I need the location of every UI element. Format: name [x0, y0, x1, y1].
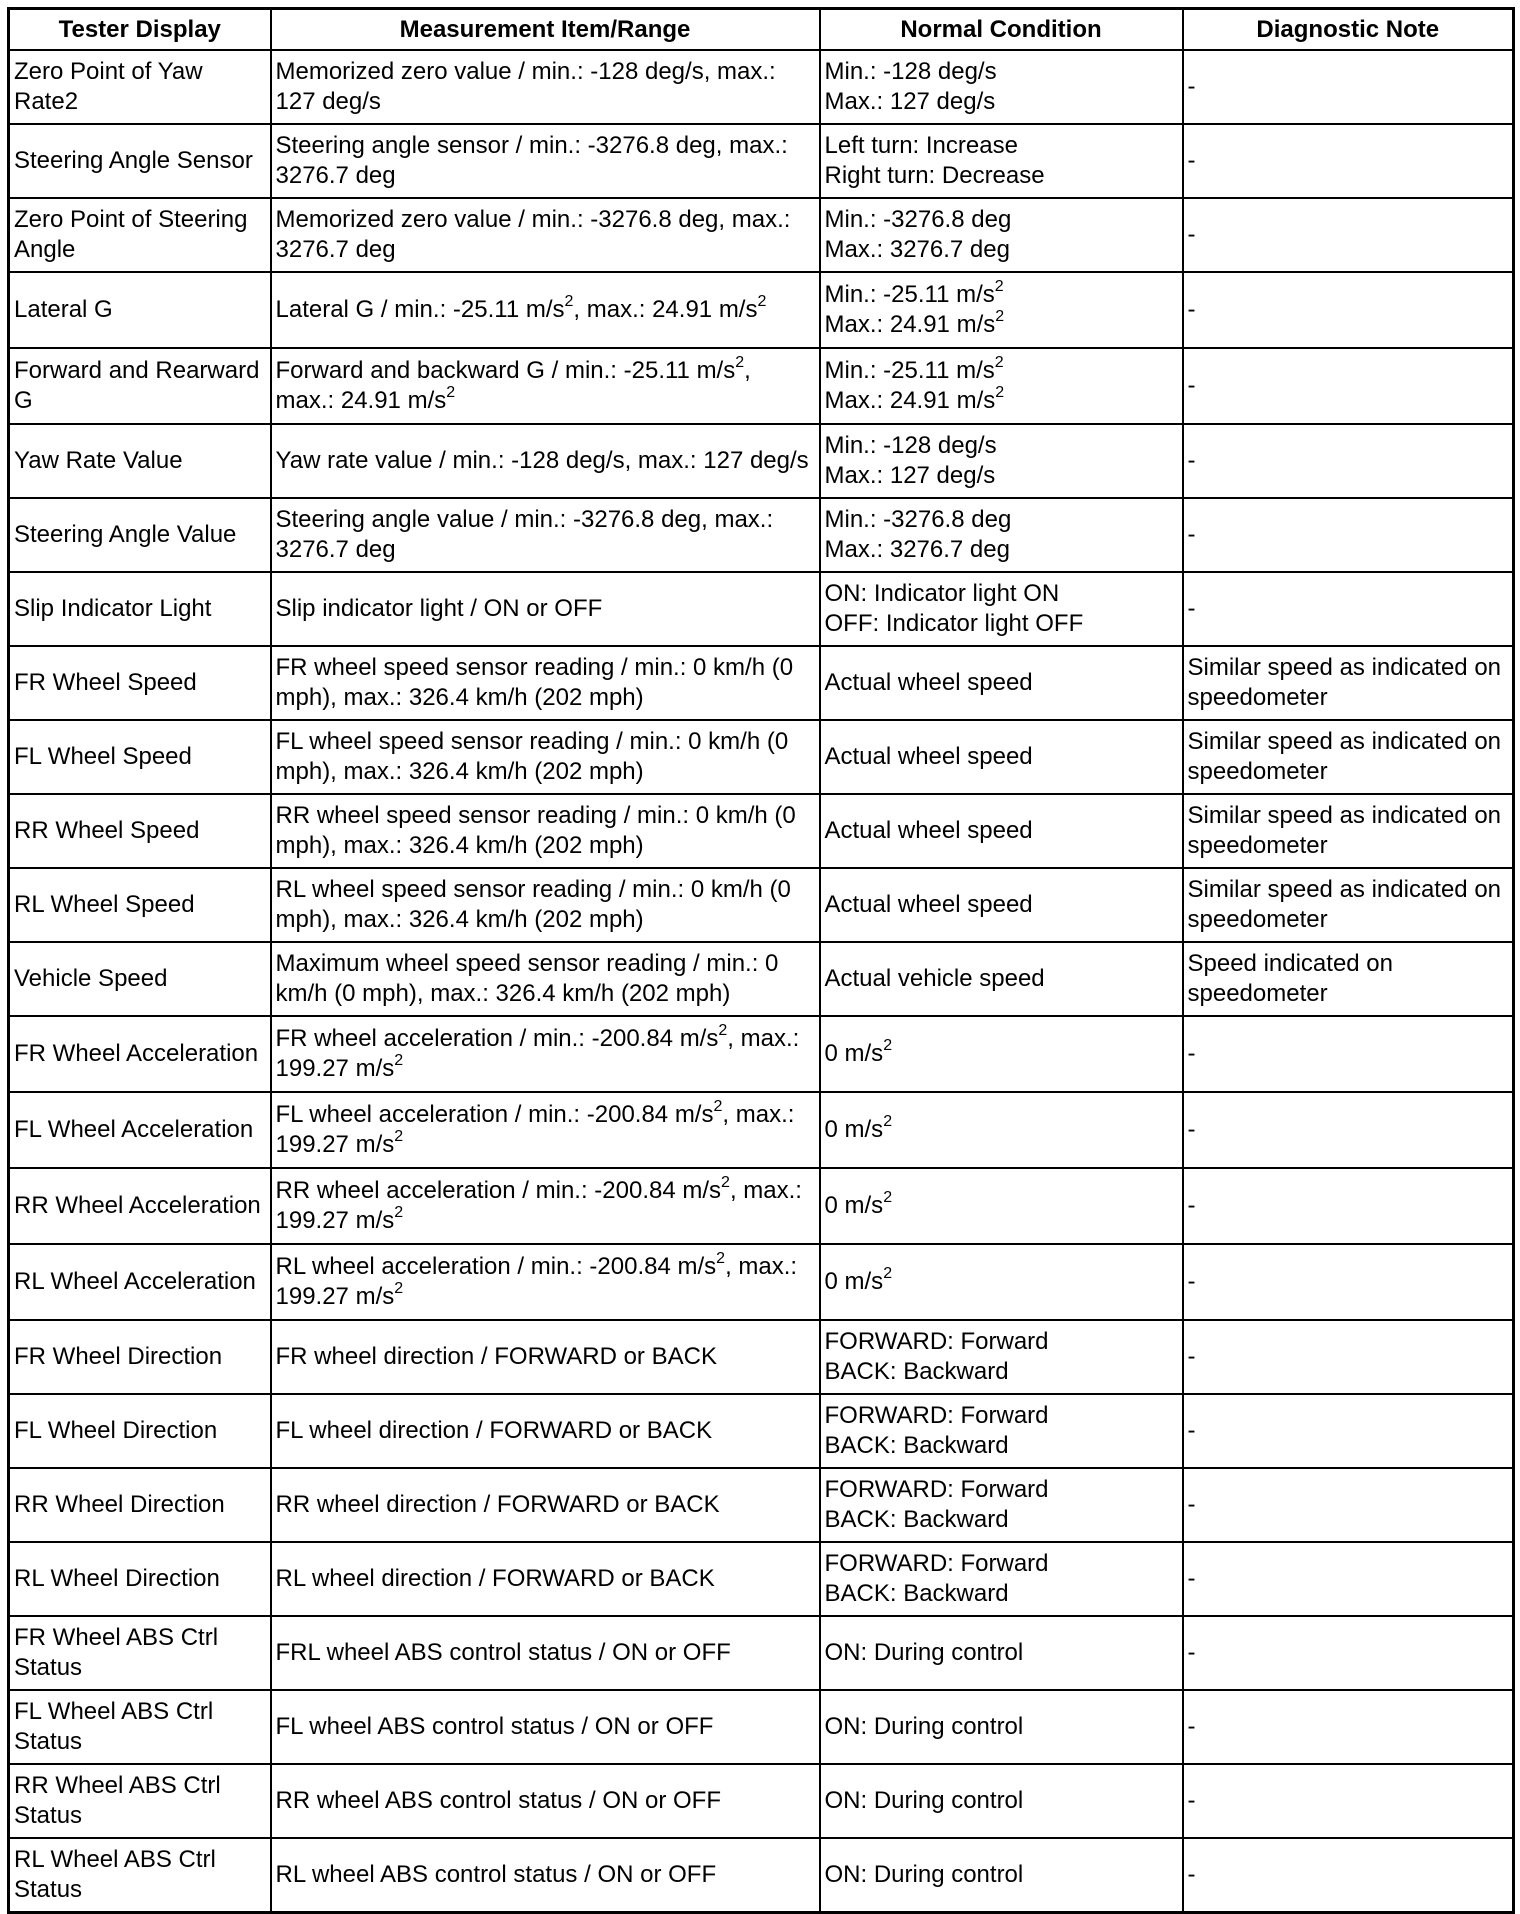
cell-normal-condition — [820, 794, 1183, 868]
normal-condition-line: BACK: Backward — [824, 1506, 1009, 1533]
table-row — [9, 1244, 1514, 1320]
table-row — [9, 572, 1514, 646]
data-list-table — [7, 7, 1515, 1914]
normal-condition-line: Actual vehicle speed — [824, 965, 1045, 992]
cell-measurement-item: FL wheel direction / FORWARD or BACK — [271, 1394, 820, 1468]
cell-normal-condition — [820, 1320, 1183, 1394]
cell-normal-condition — [820, 1542, 1183, 1616]
normal-condition-line: ON: During control — [824, 1713, 1024, 1740]
normal-condition-line: Max.: 127 deg/s — [824, 462, 996, 489]
normal-condition-line: BACK: Backward — [824, 1580, 1009, 1607]
cell-tester-display: FR Wheel ABS Ctrl Status — [9, 1616, 271, 1690]
cell-tester-display: RL Wheel Direction — [9, 1542, 271, 1616]
cell-diagnostic-note: - — [1183, 1168, 1514, 1244]
cell-diagnostic-note: - — [1183, 348, 1514, 424]
normal-condition-line: ON: During control — [824, 1639, 1024, 1666]
cell-diagnostic-note: - — [1183, 124, 1514, 198]
cell-measurement-item: FR wheel direction / FORWARD or BACK — [271, 1320, 820, 1394]
normal-condition-line: Min.: -25.11 $m/s^2$ — [824, 354, 1004, 384]
cell-normal-condition — [820, 1168, 1183, 1244]
normal-condition-line: Min.: -128 deg/s — [824, 432, 997, 459]
cell-measurement-item: Slip indicator light / ON or OFF — [271, 572, 820, 646]
cell-tester-display: RR Wheel Speed — [9, 794, 271, 868]
cell-measurement-item: Steering angle value / min.: -3276.8 deg, max.: 3276.7 deg — [271, 498, 820, 572]
table-row — [9, 1468, 1514, 1542]
cell-measurement-item: FL wheel acceleration / min.: -200.84 $m/s^2$, max.: 199.27 $m/s^2$ — [271, 1092, 820, 1168]
normal-condition-line: Actual wheel speed — [824, 743, 1033, 770]
cell-tester-display: RL Wheel Speed — [9, 868, 271, 942]
cell-diagnostic-note: - — [1183, 1616, 1514, 1690]
cell-diagnostic-note: - — [1183, 1016, 1514, 1092]
cell-diagnostic-note: Similar speed as indicated on speedometer — [1183, 720, 1514, 794]
normal-condition-line: FORWARD: Forward — [824, 1550, 1049, 1577]
cell-diagnostic-note: - — [1183, 1838, 1514, 1913]
normal-condition-line: OFF: Indicator light OFF — [824, 610, 1084, 637]
normal-condition-line: Max.: 24.91 $m/s^2$ — [824, 384, 1005, 414]
normal-condition-line: 0 $m/s^2$ — [824, 1037, 893, 1067]
table-row — [9, 50, 1514, 124]
cell-measurement-item: FL wheel speed sensor reading / min.: 0 km/h (0 mph), max.: 326.4 km/h (202 mph) — [271, 720, 820, 794]
table-row — [9, 498, 1514, 572]
table-row — [9, 1690, 1514, 1764]
cell-normal-condition — [820, 720, 1183, 794]
header-tester-display: Tester Display — [9, 9, 271, 51]
cell-tester-display: FL Wheel Direction — [9, 1394, 271, 1468]
cell-measurement-item: Lateral G / min.: -25.11 $m/s^2$, max.: 24.91 $m/s^2$ — [271, 272, 820, 348]
cell-tester-display: RL Wheel Acceleration — [9, 1244, 271, 1320]
cell-normal-condition — [820, 1764, 1183, 1838]
cell-tester-display: Slip Indicator Light — [9, 572, 271, 646]
cell-tester-display: Yaw Rate Value — [9, 424, 271, 498]
cell-tester-display: FL Wheel Speed — [9, 720, 271, 794]
cell-normal-condition — [820, 498, 1183, 572]
cell-diagnostic-note: - — [1183, 1320, 1514, 1394]
normal-condition-line: Actual wheel speed — [824, 817, 1033, 844]
cell-tester-display: RR Wheel Acceleration — [9, 1168, 271, 1244]
cell-normal-condition — [820, 272, 1183, 348]
cell-diagnostic-note: - — [1183, 50, 1514, 124]
table-row — [9, 794, 1514, 868]
normal-condition-line: Min.: -3276.8 deg — [824, 506, 1012, 533]
table-row — [9, 1838, 1514, 1913]
data-list-table-container — [7, 7, 1512, 1914]
table-row — [9, 1394, 1514, 1468]
normal-condition-line: Actual wheel speed — [824, 891, 1033, 918]
cell-diagnostic-note: Similar speed as indicated on speedometer — [1183, 646, 1514, 720]
cell-normal-condition — [820, 1690, 1183, 1764]
cell-measurement-item: Maximum wheel speed sensor reading / min.: 0 km/h (0 mph), max.: 326.4 km/h (202 mph) — [271, 942, 820, 1016]
normal-condition-line: Right turn: Decrease — [824, 162, 1045, 189]
cell-diagnostic-note: - — [1183, 272, 1514, 348]
cell-tester-display: RL Wheel ABS Ctrl Status — [9, 1838, 271, 1913]
cell-normal-condition — [820, 424, 1183, 498]
cell-tester-display: RR Wheel Direction — [9, 1468, 271, 1542]
cell-measurement-item: RL wheel direction / FORWARD or BACK — [271, 1542, 820, 1616]
table-row — [9, 1092, 1514, 1168]
table-row — [9, 646, 1514, 720]
normal-condition-line: Min.: -3276.8 deg — [824, 206, 1012, 233]
normal-condition-line: Max.: 127 deg/s — [824, 88, 996, 115]
cell-diagnostic-note: - — [1183, 1394, 1514, 1468]
cell-diagnostic-note: Speed indicated on speedometer — [1183, 942, 1514, 1016]
normal-condition-line: BACK: Backward — [824, 1358, 1009, 1385]
cell-normal-condition — [820, 572, 1183, 646]
cell-normal-condition — [820, 942, 1183, 1016]
normal-condition-line: ON: During control — [824, 1861, 1024, 1888]
normal-condition-line: 0 $m/s^2$ — [824, 1189, 893, 1219]
cell-normal-condition — [820, 868, 1183, 942]
cell-measurement-item: RR wheel direction / FORWARD or BACK — [271, 1468, 820, 1542]
cell-measurement-item: FR wheel acceleration / min.: -200.84 $m/s^2$, max.: 199.27 $m/s^2$ — [271, 1016, 820, 1092]
table-row — [9, 1764, 1514, 1838]
cell-diagnostic-note: - — [1183, 1468, 1514, 1542]
cell-measurement-item: RL wheel acceleration / min.: -200.84 $m/s^2$, max.: 199.27 $m/s^2$ — [271, 1244, 820, 1320]
cell-measurement-item: RL wheel speed sensor reading / min.: 0 km/h (0 mph), max.: 326.4 km/h (202 mph) — [271, 868, 820, 942]
table-row — [9, 1016, 1514, 1092]
cell-tester-display: Steering Angle Value — [9, 498, 271, 572]
table-body — [9, 50, 1514, 1913]
cell-measurement-item: Forward and backward G / min.: -25.11 $m/s^2$, max.: 24.91 $m/s^2$ — [271, 348, 820, 424]
cell-tester-display: Lateral G — [9, 272, 271, 348]
cell-measurement-item: Memorized zero value / min.: -128 deg/s, max.: 127 deg/s — [271, 50, 820, 124]
cell-diagnostic-note: - — [1183, 572, 1514, 646]
cell-normal-condition — [820, 50, 1183, 124]
cell-tester-display: FR Wheel Acceleration — [9, 1016, 271, 1092]
normal-condition-line: Min.: -128 deg/s — [824, 58, 997, 85]
normal-condition-line: 0 $m/s^2$ — [824, 1113, 893, 1143]
cell-measurement-item: FL wheel ABS control status / ON or OFF — [271, 1690, 820, 1764]
table-row — [9, 1320, 1514, 1394]
cell-measurement-item: Memorized zero value / min.: -3276.8 deg, max.: 3276.7 deg — [271, 198, 820, 272]
cell-normal-condition — [820, 1394, 1183, 1468]
cell-measurement-item: RR wheel speed sensor reading / min.: 0 km/h (0 mph), max.: 326.4 km/h (202 mph) — [271, 794, 820, 868]
cell-measurement-item: RR wheel ABS control status / ON or OFF — [271, 1764, 820, 1838]
cell-measurement-item: Yaw rate value / min.: -128 deg/s, max.: 127 deg/s — [271, 424, 820, 498]
cell-normal-condition — [820, 1616, 1183, 1690]
normal-condition-line: BACK: Backward — [824, 1432, 1009, 1459]
cell-normal-condition — [820, 646, 1183, 720]
table-row — [9, 272, 1514, 348]
cell-normal-condition — [820, 198, 1183, 272]
cell-tester-display: Steering Angle Sensor — [9, 124, 271, 198]
table-row — [9, 1542, 1514, 1616]
table-row — [9, 942, 1514, 1016]
normal-condition-line: ON: During control — [824, 1787, 1024, 1814]
cell-tester-display: FR Wheel Speed — [9, 646, 271, 720]
table-row — [9, 424, 1514, 498]
header-measurement-item: Measurement Item/Range — [271, 9, 820, 51]
cell-tester-display: FR Wheel Direction — [9, 1320, 271, 1394]
table-header-row — [9, 9, 1514, 51]
cell-measurement-item: RR wheel acceleration / min.: -200.84 $m/s^2$, max.: 199.27 $m/s^2$ — [271, 1168, 820, 1244]
normal-condition-line: Min.: -25.11 $m/s^2$ — [824, 278, 1004, 308]
cell-normal-condition — [820, 1838, 1183, 1913]
table-row — [9, 1616, 1514, 1690]
cell-tester-display: Vehicle Speed — [9, 942, 271, 1016]
table-row — [9, 720, 1514, 794]
cell-measurement-item: FR wheel speed sensor reading / min.: 0 km/h (0 mph), max.: 326.4 km/h (202 mph) — [271, 646, 820, 720]
cell-diagnostic-note: - — [1183, 498, 1514, 572]
cell-normal-condition — [820, 348, 1183, 424]
cell-normal-condition — [820, 1016, 1183, 1092]
header-normal-condition: Normal Condition — [820, 9, 1183, 51]
normal-condition-line: Max.: 3276.7 deg — [824, 536, 1010, 563]
cell-measurement-item: RL wheel ABS control status / ON or OFF — [271, 1838, 820, 1913]
cell-normal-condition — [820, 1092, 1183, 1168]
cell-tester-display: Forward and Rearward G — [9, 348, 271, 424]
cell-diagnostic-note: - — [1183, 198, 1514, 272]
cell-measurement-item: Steering angle sensor / min.: -3276.8 deg, max.: 3276.7 deg — [271, 124, 820, 198]
cell-normal-condition — [820, 124, 1183, 198]
cell-diagnostic-note: Similar speed as indicated on speedometer — [1183, 794, 1514, 868]
cell-measurement-item: FRL wheel ABS control status / ON or OFF — [271, 1616, 820, 1690]
cell-diagnostic-note: Similar speed as indicated on speedometer — [1183, 868, 1514, 942]
table-row — [9, 868, 1514, 942]
table-row — [9, 1168, 1514, 1244]
normal-condition-line: FORWARD: Forward — [824, 1476, 1049, 1503]
normal-condition-line: FORWARD: Forward — [824, 1402, 1049, 1429]
normal-condition-line: Max.: 3276.7 deg — [824, 236, 1010, 263]
cell-normal-condition — [820, 1468, 1183, 1542]
cell-tester-display: RR Wheel ABS Ctrl Status — [9, 1764, 271, 1838]
normal-condition-line: ON: Indicator light ON — [824, 580, 1060, 607]
normal-condition-line: Actual wheel speed — [824, 669, 1033, 696]
normal-condition-line: 0 $m/s^2$ — [824, 1265, 893, 1295]
normal-condition-line: FORWARD: Forward — [824, 1328, 1049, 1355]
cell-tester-display: Zero Point of Steering Angle — [9, 198, 271, 272]
cell-tester-display: FL Wheel Acceleration — [9, 1092, 271, 1168]
normal-condition-line: Max.: 24.91 $m/s^2$ — [824, 308, 1005, 338]
header-diagnostic-note: Diagnostic Note — [1183, 9, 1514, 51]
cell-diagnostic-note: - — [1183, 1244, 1514, 1320]
table-row — [9, 198, 1514, 272]
cell-normal-condition — [820, 1244, 1183, 1320]
cell-diagnostic-note: - — [1183, 424, 1514, 498]
cell-diagnostic-note: - — [1183, 1690, 1514, 1764]
table-row — [9, 124, 1514, 198]
cell-diagnostic-note: - — [1183, 1092, 1514, 1168]
cell-tester-display: Zero Point of Yaw Rate2 — [9, 50, 271, 124]
cell-diagnostic-note: - — [1183, 1764, 1514, 1838]
cell-diagnostic-note: - — [1183, 1542, 1514, 1616]
normal-condition-line: Left turn: Increase — [824, 132, 1018, 159]
cell-tester-display: FL Wheel ABS Ctrl Status — [9, 1690, 271, 1764]
table-row — [9, 348, 1514, 424]
